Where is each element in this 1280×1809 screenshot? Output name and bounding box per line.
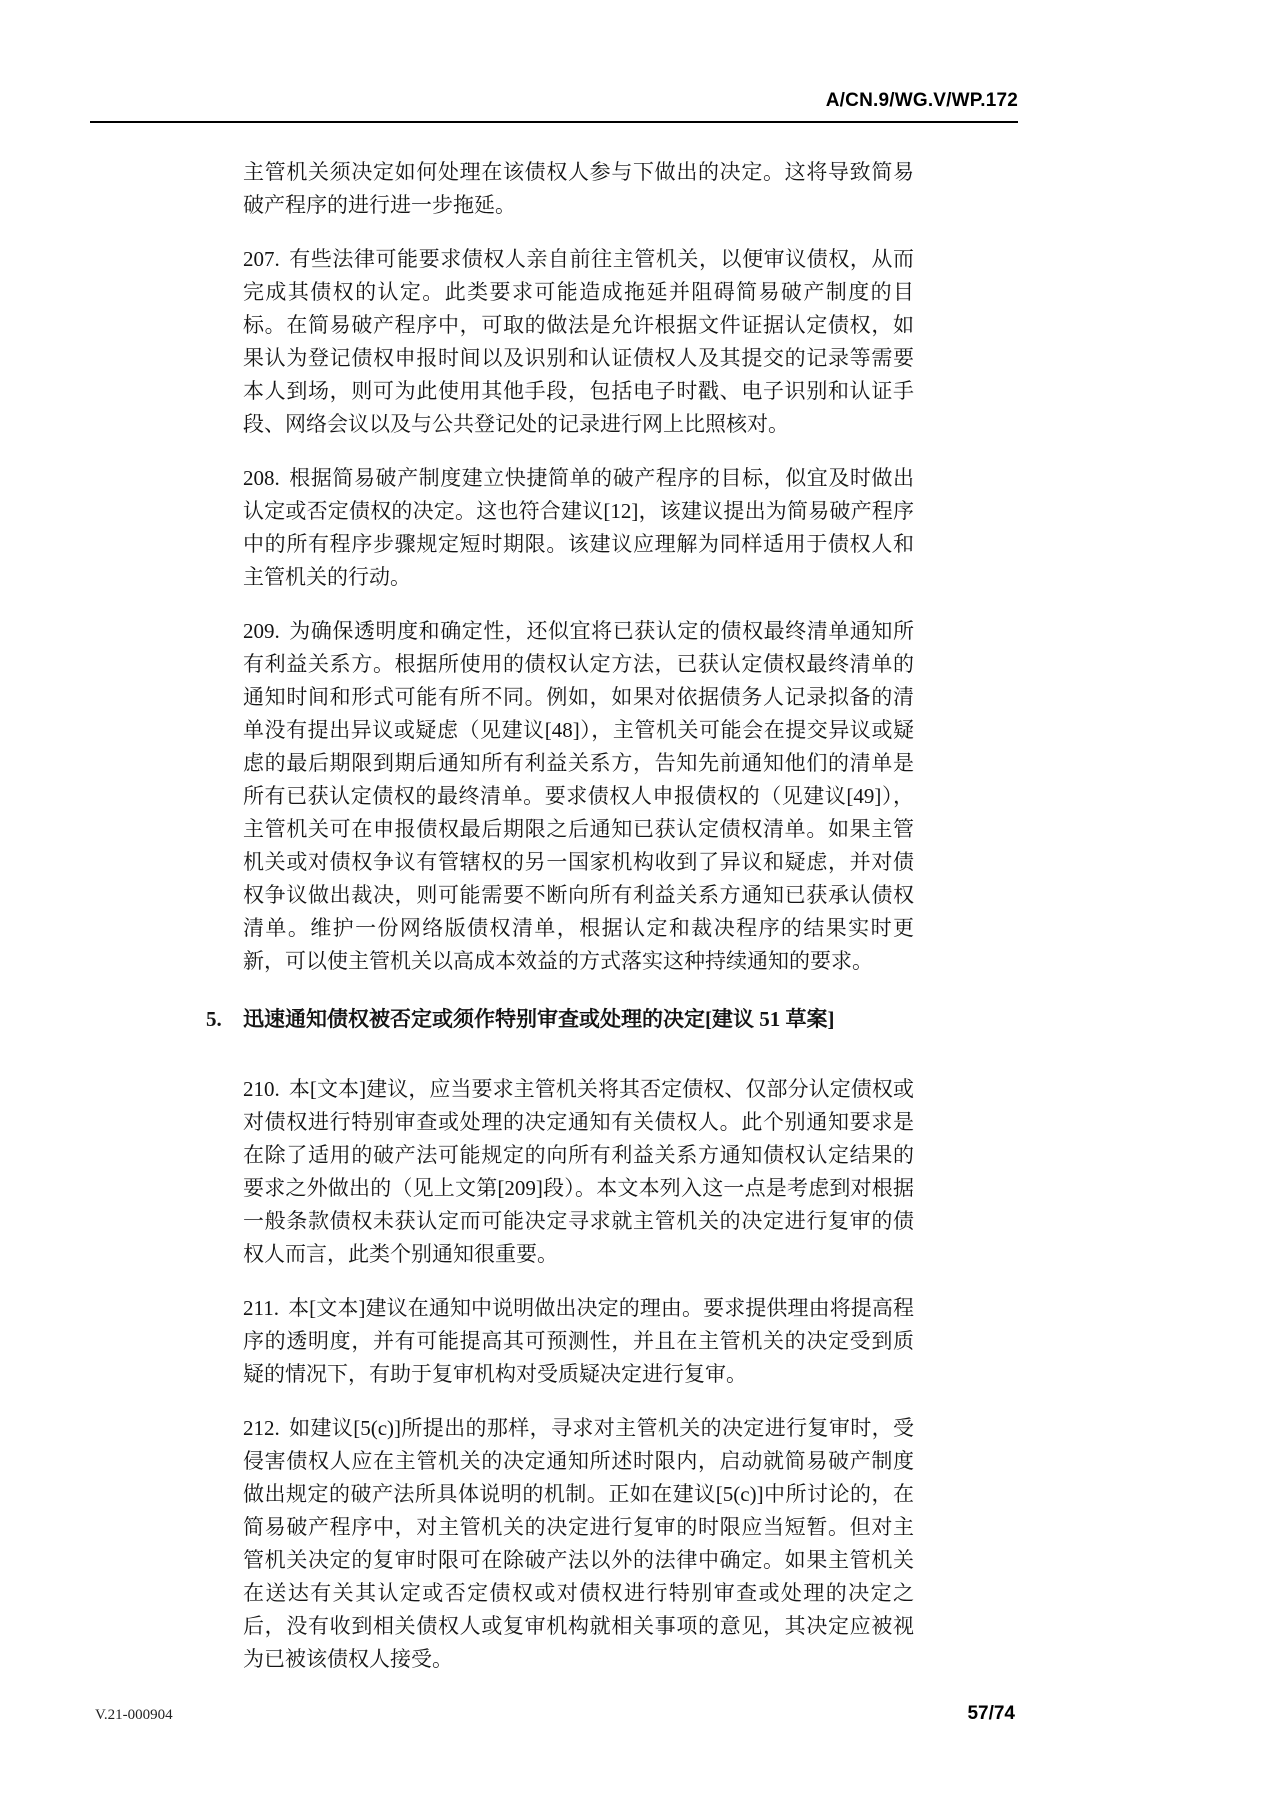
paragraph-208 bbox=[243, 462, 914, 594]
paragraph-209-text: 为确保透明度和确定性，还似宜将已获认定的债权最终清单通知所有利益关系方。根据所使用的债权认定方法，已获认定债权最终清单的通知时间和形式可能有所不同。例如，如果对依据债务人记录拟备的清单没有提出异议或疑虑（见建议[48]），主管机关可能会在提交异议或疑虑的最后期限到期后通知所有利益关系方，告知先前通知他们的清单是所有已获认定债权的最终清单。要求债权人申报债权的（见建议[49]），主管机关可在申报债权最后期限之后通知已获认定债权清单。如果主管机关或对债权争议有管辖权的另一国家机构收到了异议和疑虑，并对债权争议做出裁决，则可能需要不断向所有利益关系方通知已获承认债权清单。维护一份网络版债权清单，根据认定和裁决程序的结果实时更新，可以使主管机关以高成本效益的方式落实这种持续通知的要求。 bbox=[243, 619, 914, 973]
paragraph-209 bbox=[243, 615, 914, 978]
document-body bbox=[206, 156, 914, 1697]
paragraph-211-text: 本[文本]建议在通知中说明做出决定的理由。要求提供理由将提高程序的透明度，并有可能提高其可预测性，并且在主管机关的决定受到质疑的情况下，有助于复审机构对受质疑决定进行复审。 bbox=[243, 1296, 914, 1386]
paragraph-210-text: 本[文本]建议，应当要求主管机关将其否定债权、仅部分认定债权或对债权进行特别审查或处理的决定通知有关债权人。此个别通知要求是在除了适用的破产法可能规定的向所有利益关系方通知债权认定结果的要求之外做出的（见上文第[209]段）。本文本列入这一点是考虑到对根据一般条款债权未获认定而可能决定寻求就主管机关的决定进行复审的债权人而言，此类个别通知很重要。 bbox=[243, 1077, 914, 1266]
footer-page-number: 57/74 bbox=[967, 1703, 1015, 1724]
paragraph-211-number: 211. bbox=[243, 1296, 279, 1320]
paragraph-207-text: 有些法律可能要求债权人亲自前往主管机关，以便审议债权，从而完成其债权的认定。此类要求可能造成拖延并阻碍简易破产制度的目标。在简易破产程序中，可取的做法是允许根据文件证据认定债权，如果认为登记债权申报时间以及识别和认证债权人及其提交的记录等需要本人到场，则可为此使用其他手段，包括电子时戳、电子识别和认证手段、网络会议以及与公共登记处的记录进行网上比照核对。 bbox=[243, 247, 914, 436]
section-heading-number: 5. bbox=[206, 1007, 222, 1031]
footer-doc-id: V.21-000904 bbox=[95, 1707, 173, 1723]
paragraph-212 bbox=[243, 1412, 914, 1676]
paragraph-211 bbox=[243, 1292, 914, 1391]
paragraph-212-number: 212. bbox=[243, 1416, 280, 1440]
document-symbol: A/CN.9/WG.V/WP.172 bbox=[825, 90, 1018, 111]
paragraph-208-number: 208. bbox=[243, 466, 280, 490]
paragraph-continuation: 主管机关须决定如何处理在该债权人参与下做出的决定。这将导致简易破产程序的进行进一步拖延。 bbox=[243, 160, 914, 217]
header-rule bbox=[90, 121, 1018, 123]
paragraph-210-number: 210. bbox=[243, 1077, 280, 1101]
document-header bbox=[90, 90, 1018, 123]
paragraph-209-number: 209. bbox=[243, 619, 280, 643]
section-heading-title: 迅速通知债权被否定或须作特别审查或处理的决定[建议 51 草案] bbox=[243, 1007, 835, 1031]
section-heading-5 bbox=[206, 1003, 914, 1036]
paragraph-207-number: 207. bbox=[243, 247, 280, 271]
paragraph-210 bbox=[243, 1073, 914, 1271]
paragraph-208-text: 根据简易破产制度建立快捷简单的破产程序的目标，似宜及时做出认定或否定债权的决定。这也符合建议[12]，该建议提出为简易破产程序中的所有程序步骤规定短时期限。该建议应理解为同样适用于债权人和主管机关的行动。 bbox=[243, 466, 914, 589]
document-footer bbox=[95, 1703, 1015, 1725]
paragraph-207 bbox=[243, 243, 914, 441]
paragraph-212-text: 如建议[5(c)]所提出的那样，寻求对主管机关的决定进行复审时，受侵害债权人应在主管机关的决定通知所述时限内，启动就简易破产制度做出规定的破产法所具体说明的机制。正如在建议[5(c)]中所讨论的，在简易破产程序中，对主管机关的决定进行复审的时限应当短暂。但对主管机关决定的复审时限可在除破产法以外的法律中确定。如果主管机关在送达有关其认定或否定债权或对债权进行特别审查或处理的决定之后，没有收到相关债权人或复审机构就相关事项的意见，其决定应被视为已被该债权人接受。 bbox=[243, 1416, 914, 1671]
